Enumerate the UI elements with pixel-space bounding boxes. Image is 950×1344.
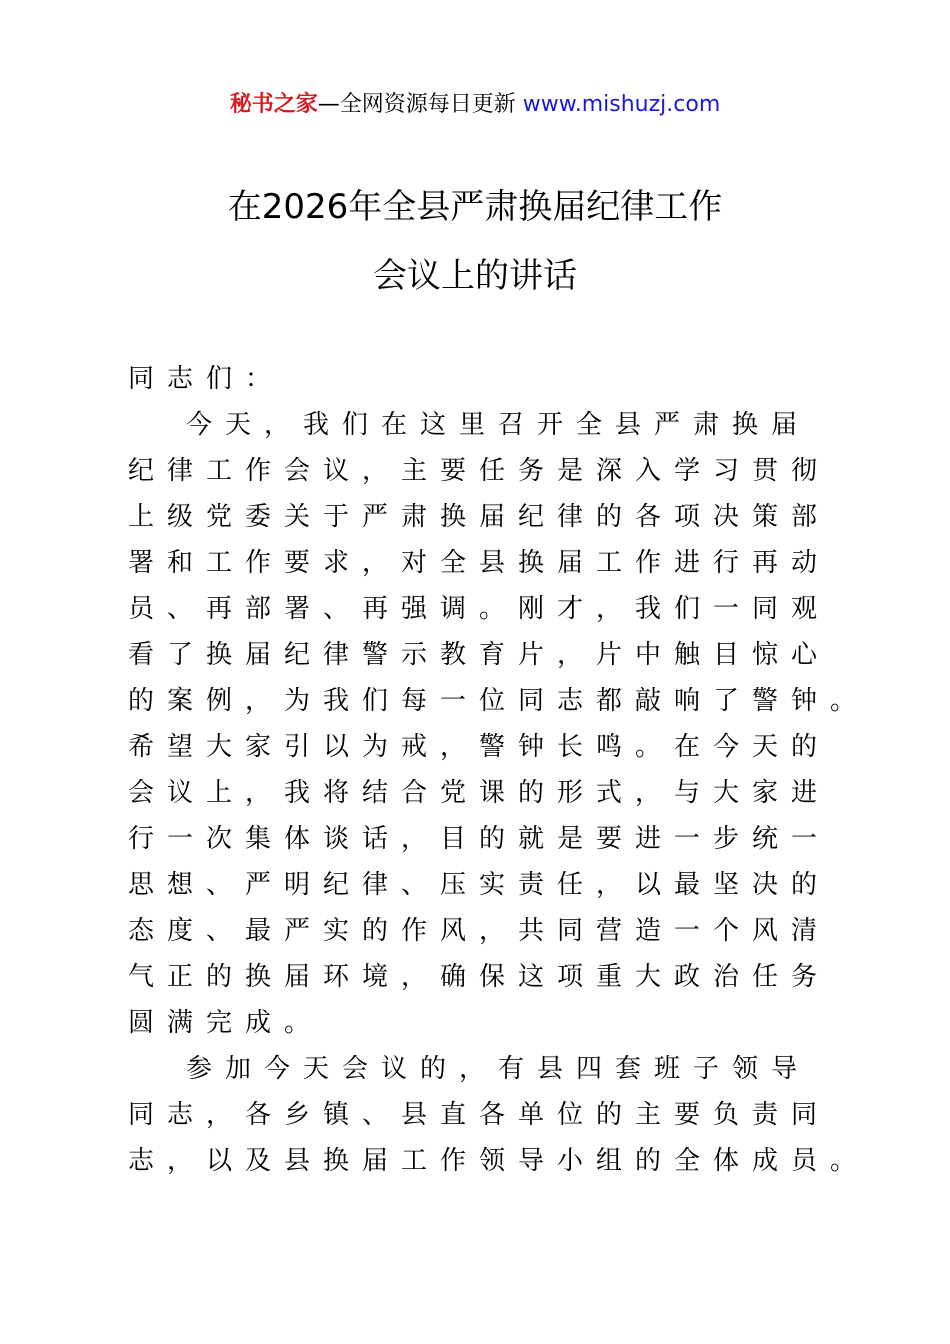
body-text-line: 圆满完成。 (128, 1008, 324, 1038)
document-title-line-2: 会议上的讲话 (373, 256, 577, 296)
body-text-line: 上级党委关于严肃换届纪律的各项决策部 (128, 502, 831, 532)
header-tagline: —全网资源每日更新 (317, 92, 516, 117)
body-text-line: 纪律工作会议，主要任务是深入学习贯彻 (128, 456, 831, 486)
document-title-line-1: 在2026年全县严肃换届纪律工作 (227, 187, 723, 227)
site-url-link[interactable]: www.mishuzj.com (522, 92, 721, 117)
body-text-line: 态度、最严实的作风，共同营造一个风清 (128, 916, 831, 946)
body-text-line: 希望大家引以为戒，警钟长鸣。在今天的 (128, 732, 831, 762)
body-text-line: 同志，各乡镇、县直各单位的主要负责同 (128, 1100, 831, 1130)
body-text-line: 的案例，为我们每一位同志都敲响了警钟。 (128, 686, 870, 716)
brand-name: 秘书之家 (229, 92, 318, 117)
body-text-line: 今天，我们在这里召开全县严肃换届 (186, 410, 811, 440)
salutation: 同志们： (128, 364, 285, 394)
body-text-line: 署和工作要求，对全县换届工作进行再动 (128, 548, 831, 578)
body-text-line: 思想、严明纪律、压实责任，以最坚决的 (128, 870, 831, 900)
site-header (0, 88, 950, 122)
body-text-line: 志，以及县换届工作领导小组的全体成员。 (128, 1146, 870, 1176)
body-text-line: 员、再部署、再强调。刚才，我们一同观 (128, 594, 831, 624)
body-text-line: 会议上，我将结合党课的形式，与大家进 (128, 778, 831, 808)
body-text-line: 气正的换届环境，确保这项重大政治任务 (128, 962, 831, 992)
body-text-line: 行一次集体谈话，目的就是要进一步统一 (128, 824, 831, 854)
body-text-line: 看了换届纪律警示教育片，片中触目惊心 (128, 640, 831, 670)
body-text-line: 参加今天会议的，有县四套班子领导 (186, 1054, 811, 1084)
